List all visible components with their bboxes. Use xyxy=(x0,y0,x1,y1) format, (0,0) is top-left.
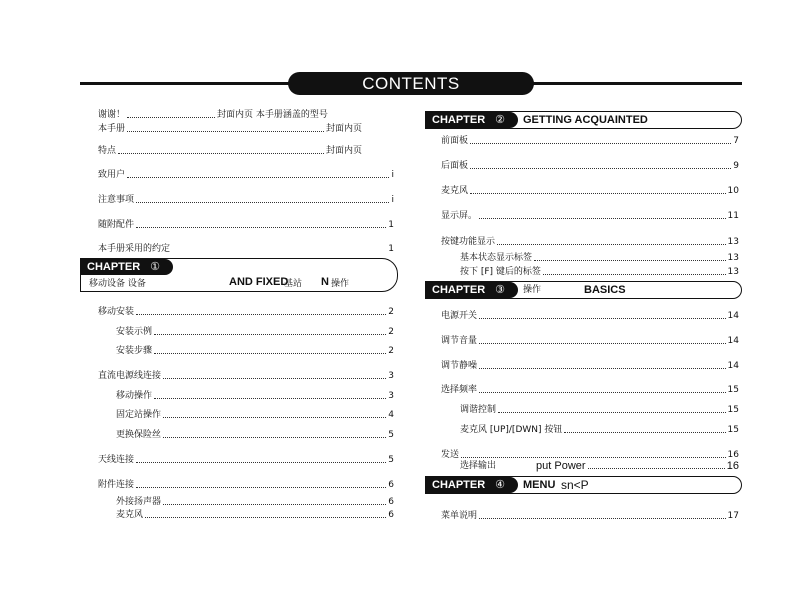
chapter-1-title-cn2: 操作 xyxy=(331,279,350,289)
toc-entry-tuning-control[interactable]: 调谐控制 15 xyxy=(460,405,739,415)
chapter-2-header[interactable] xyxy=(425,111,742,129)
chapter-1-title-n: N xyxy=(321,276,329,288)
chapter-4-tag: CHAPTER ④ xyxy=(426,477,518,493)
toc-entry-mobile-install[interactable]: 移动安装 2 xyxy=(98,307,394,317)
toc-entry-accessories[interactable]: 随附配件 1 xyxy=(98,220,394,230)
chapter-4-title-extra: sn<P xyxy=(561,478,589,492)
chapter-1-title-cn1: 基站 xyxy=(284,279,303,289)
toc-entry-fixed-operation[interactable]: 固定站操作 4 xyxy=(116,410,394,420)
toc-entry-replace-fuse[interactable]: 更换保险丝 5 xyxy=(116,430,394,440)
chapter-4-title: MENU xyxy=(523,479,556,491)
toc-entry-front-panel[interactable]: 前面板 7 xyxy=(441,136,739,146)
toc-entry-features[interactable]: 特点 封面内页 xyxy=(98,146,362,156)
toc-entry-squelch[interactable]: 调节静噪 14 xyxy=(441,361,739,371)
toc-entry-transmit[interactable]: 发送 16 xyxy=(441,450,739,460)
chapter-1-subtitle-left: 移动设备 设备 xyxy=(89,279,146,289)
toc-entry-to-user[interactable]: 致用户 i xyxy=(98,170,394,180)
toc-entry-menu-description[interactable]: 菜单说明 17 xyxy=(441,511,739,521)
chapter-2-tag: CHAPTER ② xyxy=(426,112,518,128)
chapter-3-title-cn: 操作 xyxy=(523,285,542,295)
toc-entry-display[interactable]: 显示屏。 11 xyxy=(441,211,739,221)
toc-entry-key-function[interactable]: 按键功能显示 13 xyxy=(441,237,739,247)
toc-entry-conventions[interactable]: 本手册采用的约定 1 xyxy=(98,244,394,254)
toc-entry-microphone-2[interactable]: 麦克风 10 xyxy=(441,186,739,196)
chapter-2-title: GETTING ACQUAINTED xyxy=(523,114,648,126)
toc-entry-install-steps[interactable]: 安装步骤 2 xyxy=(116,346,394,356)
chapter-1-tag: CHAPTER ① xyxy=(81,259,173,275)
toc-entry-this-manual[interactable]: 本手册 封面内页 xyxy=(98,124,362,134)
toc-entry-volume[interactable]: 调节音量 14 xyxy=(441,336,739,346)
toc-entry-accessory-connect[interactable]: 附件连接 6 xyxy=(98,480,394,490)
chapter-3-header[interactable] xyxy=(425,281,742,299)
toc-entry-microphone-1[interactable]: 麦克风 6 xyxy=(116,510,394,520)
toc-entry-external-speaker[interactable]: 外接扬声器 6 xyxy=(116,497,394,507)
toc-entry-mic-up-down[interactable]: 麦克风 [UP]/[DWN] 按钮 15 xyxy=(460,425,739,435)
toc-entry-basic-labels[interactable]: 基本状态显示标签 13 xyxy=(460,253,739,263)
chapter-1-title-bold: AND FIXED xyxy=(229,276,289,288)
toc-entry-power-switch[interactable]: 电源开关 14 xyxy=(441,311,739,321)
toc-entry-precautions[interactable]: 注意事项 i xyxy=(98,195,394,205)
toc-entry-mobile-operation[interactable]: 移动操作 3 xyxy=(116,391,394,401)
toc-entry-antenna[interactable]: 天线连接 5 xyxy=(98,455,394,465)
chapter-4-header[interactable] xyxy=(425,476,742,494)
chapter-3-tag: CHAPTER ③ xyxy=(426,282,518,298)
toc-entry-f-key-labels[interactable]: 按下 [F] 键后的标签 13 xyxy=(460,267,739,277)
toc-entry-thanks[interactable]: 谢谢！ 封面内页 本手册涵盖的型号 xyxy=(98,110,328,120)
chapter-1-header[interactable] xyxy=(80,258,398,292)
toc-entry-select-frequency[interactable]: 选择频率 15 xyxy=(441,385,739,395)
page-title: CONTENTS xyxy=(288,72,534,95)
toc-entry-rear-panel[interactable]: 后面板 9 xyxy=(441,161,739,171)
chapter-3-title: BASICS xyxy=(584,284,626,296)
toc-entry-dc-power[interactable]: 直流电源线连接 3 xyxy=(98,371,394,381)
toc-entry-select-output[interactable]: 选择输出 put Power 16 xyxy=(460,460,739,472)
toc-entry-install-example[interactable]: 安装示例 2 xyxy=(116,327,394,337)
